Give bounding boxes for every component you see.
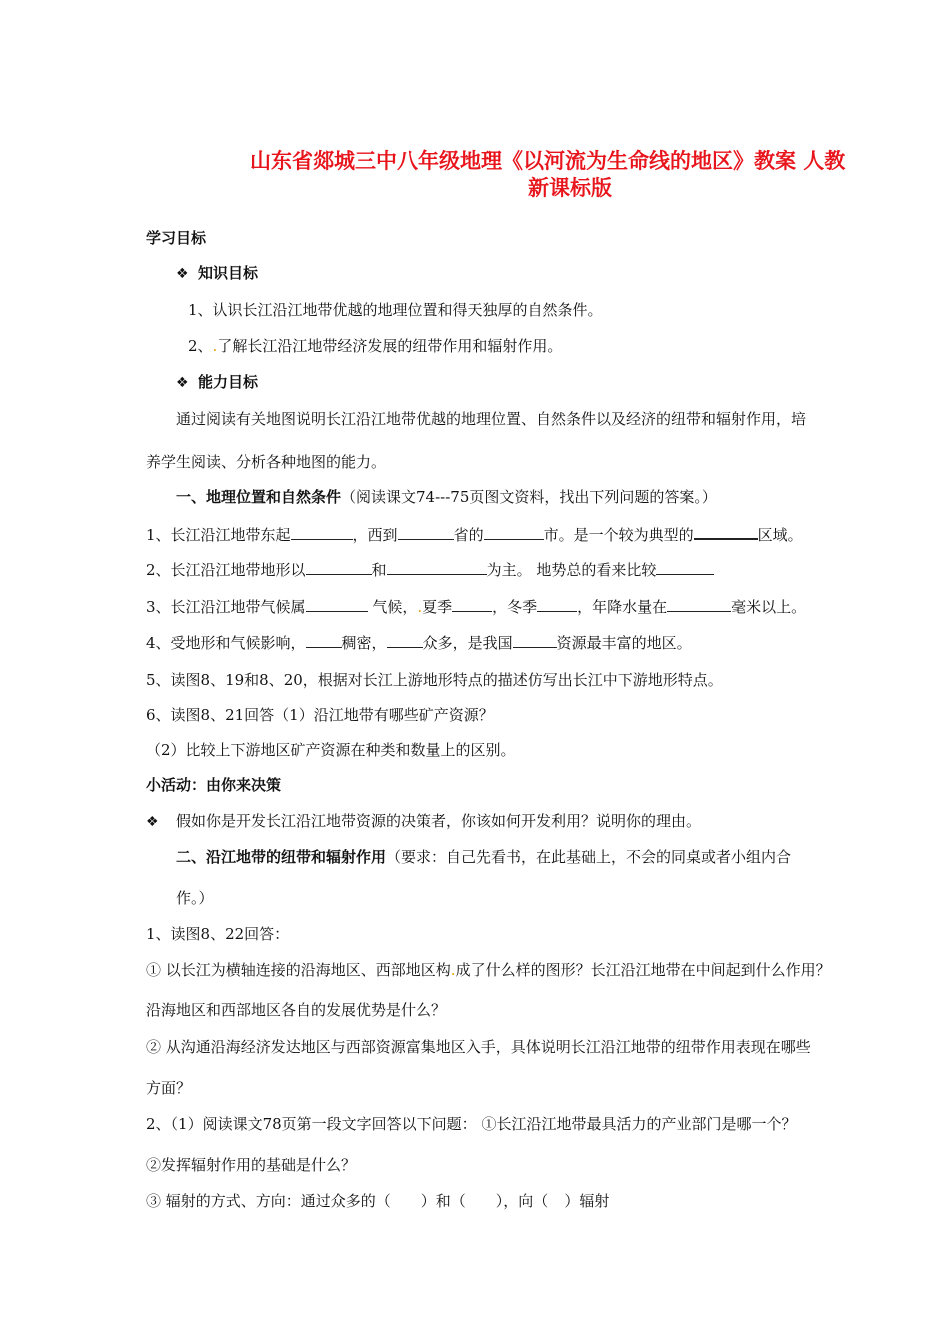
ability-goal-line-1: 通过阅读有关地图说明长江沿江地带优越的地理位置、自然条件以及经济的纽带和辐射作用，培 bbox=[176, 410, 807, 428]
learning-goals-heading: 学习目标 bbox=[146, 229, 207, 247]
part2-question-2: 2、（1）阅读课文78页第一段文字回答以下问题： ①长江沿江地带最具活力的产业部门是哪一个？ bbox=[146, 1115, 797, 1133]
ability-goal-line-2: 养学生阅读、分析各种地图的能力。 bbox=[146, 453, 387, 471]
answer-blank bbox=[387, 633, 423, 648]
part2-question-1a-line-2: 沿海地区和西部地区各自的发展优势是什么？ bbox=[146, 1001, 447, 1019]
answer-blank bbox=[306, 633, 342, 648]
question-4: 4、受地形和气候影响， 稠密， 众多，是我国 资源最丰富的地区。 bbox=[146, 634, 692, 652]
answer-blank bbox=[452, 597, 492, 612]
question-2: 2、长江沿江地带地形以 和 为主。 地势总的看来比较 bbox=[146, 560, 714, 580]
part2-question-2b: ②发挥辐射作用的基础是什么？ bbox=[146, 1156, 357, 1174]
knowledge-goal-2: 2、.了解长江沿江地带经济发展的纽带作用和辐射作用。 bbox=[188, 337, 563, 355]
answer-blank bbox=[667, 597, 731, 612]
question-1: 1、长江沿江地带东起 ，西到 省的 市。是一个较为典型的 区域。 bbox=[146, 526, 803, 544]
part1-heading: 一、地理位置和自然条件（阅读课文74---75页图文资料，找出下列问题的答案。） bbox=[176, 488, 717, 506]
answer-blank bbox=[306, 597, 368, 612]
diamond-bullet-icon: ❖ bbox=[146, 814, 159, 830]
part2-question-1: 1、读图8、22回答： bbox=[146, 925, 290, 943]
answer-blank bbox=[537, 597, 577, 612]
document-title bbox=[250, 148, 900, 202]
answer-blank bbox=[291, 525, 353, 540]
knowledge-goal-1: 1、认识长江沿江地带优越的地理位置和得天独厚的自然条件。 bbox=[188, 301, 603, 319]
part2-question-2c: ③ 辐射的方式、方向：通过众多的（ ）和（ ），向（ ）辐射 bbox=[146, 1192, 610, 1210]
question-3: 3、长江沿江地带气候属 气候，.夏季 ，冬季 ，年降水量在 毫米以上。 bbox=[146, 598, 807, 616]
question-6-part-2: （2）比较上下游地区矿产资源在种类和数量上的区别。 bbox=[146, 741, 516, 759]
part2-question-1b: ② 从沟通沿海经济发达地区与西部资源富集地区入手，具体说明长江沿江地带的纽带作用表现在哪些 bbox=[146, 1038, 811, 1056]
question-5: 5、读图8、19和8、20，根据对长江上游地形特点的描述仿写出长江中下游地形特点。 bbox=[146, 671, 723, 689]
title-line-1: 山东省郯城三中八年级地理《以河流为生命线的地区》教案 人教 bbox=[250, 149, 846, 173]
ability-goals-heading: ❖ 能力目标 bbox=[176, 373, 259, 391]
part2-question-1b-line-2: 方面？ bbox=[146, 1079, 192, 1097]
answer-blank bbox=[387, 560, 487, 575]
title-line-2: 新课标版 bbox=[528, 176, 612, 200]
question-6: 6、读图8、21回答（1）沿江地带有哪些矿产资源？ bbox=[146, 706, 494, 724]
knowledge-goals-heading: ❖ 知识目标 bbox=[176, 264, 259, 282]
answer-blank bbox=[513, 633, 557, 648]
answer-blank bbox=[484, 525, 544, 540]
diamond-bullet-icon: ❖ bbox=[176, 375, 189, 391]
part2-heading-line-2: 作。） bbox=[176, 889, 214, 907]
part2-question-1a: ① 以长江为横轴连接的沿海地区、西部地区构.成了什么样的图形？长江沿江地带在中间起到什么作用？ bbox=[146, 961, 831, 979]
activity-text: ❖ 假如你是开发长江沿江地带资源的决策者，你该如何开发利用？说明你的理由。 bbox=[146, 812, 702, 830]
answer-blank bbox=[306, 560, 372, 575]
answer-blank bbox=[694, 524, 758, 540]
answer-blank bbox=[656, 560, 714, 575]
part2-heading: 二、沿江地带的纽带和辐射作用（要求：自己先看书，在此基础上，不会的同桌或者小组内合 bbox=[176, 848, 792, 866]
activity-heading: 小活动：由你来决策 bbox=[146, 776, 282, 794]
diamond-bullet-icon: ❖ bbox=[176, 266, 189, 282]
answer-blank bbox=[398, 525, 454, 540]
